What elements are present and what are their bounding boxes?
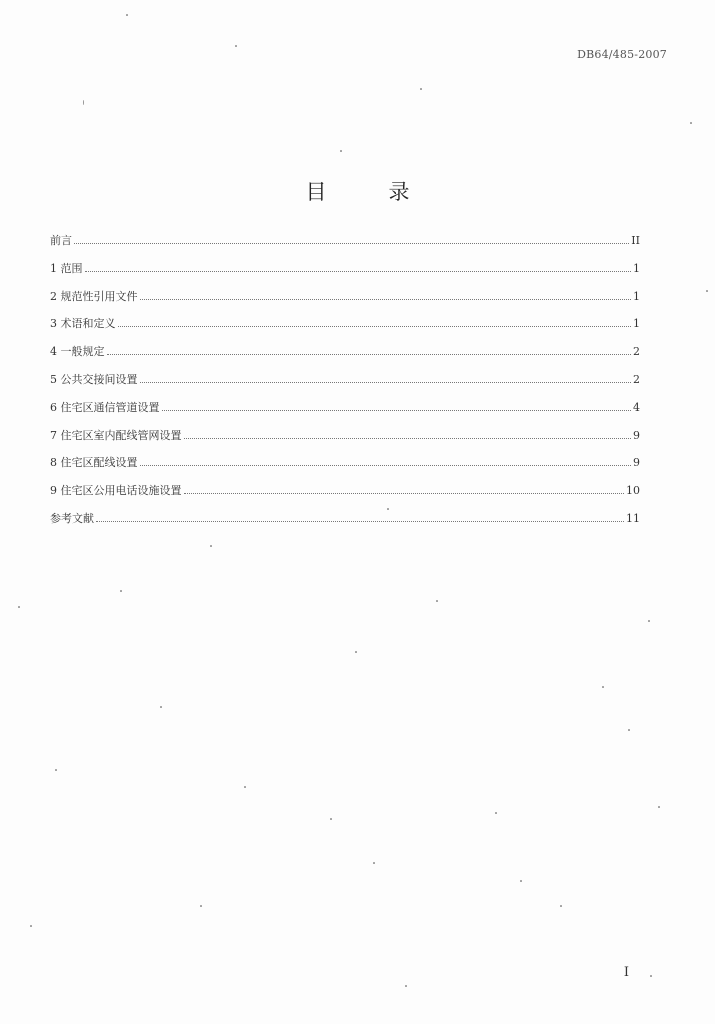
toc-leader-dots — [140, 299, 632, 300]
scan-speck — [200, 905, 202, 907]
toc-entry-page: 11 — [626, 511, 640, 525]
toc-entry-foreword[interactable] — [50, 232, 640, 260]
scan-speck — [436, 600, 438, 602]
toc-entry-page: 1 — [633, 317, 640, 331]
scan-speck — [405, 985, 407, 987]
scan-speck — [648, 620, 650, 622]
toc-leader-dots — [85, 271, 632, 272]
scan-speck — [690, 122, 692, 124]
scan-speck — [120, 590, 122, 592]
scan-speck — [330, 818, 332, 820]
toc-entry-scope[interactable] — [50, 260, 640, 288]
scan-speck — [340, 150, 342, 152]
toc-entry-label: 7 住宅区室内配线管网设置 — [50, 428, 182, 442]
scan-speck — [387, 508, 389, 510]
toc-entry-page: II — [631, 234, 640, 247]
toc-leader-dots — [162, 410, 632, 411]
toc-title-char-1: 目 — [305, 180, 327, 204]
toc-entry-page: 1 — [633, 289, 640, 303]
scan-speck — [373, 862, 375, 864]
toc-entry-page: 4 — [633, 400, 640, 414]
toc-entry-public-telephone[interactable] — [50, 482, 640, 510]
scan-speck — [495, 812, 497, 814]
scan-speck — [30, 925, 32, 927]
toc-entry-label: 8 住宅区配线设置 — [50, 456, 138, 470]
toc-entry-wiring-setup[interactable] — [50, 454, 640, 482]
toc-entry-label: 1 范围 — [50, 261, 83, 275]
toc-entry-label: 2 规范性引用文件 — [50, 289, 138, 303]
toc-entry-page: 2 — [633, 372, 640, 386]
scan-speck — [628, 729, 630, 731]
toc-list — [50, 232, 640, 538]
scan-speck — [126, 14, 128, 16]
scan-speck — [244, 786, 246, 788]
toc-entry-page: 1 — [633, 261, 640, 275]
toc-entry-public-handover-room[interactable] — [50, 371, 640, 399]
scan-speck — [235, 45, 237, 47]
scan-speck — [602, 686, 604, 688]
toc-entry-label: 5 公共交接间设置 — [50, 372, 138, 386]
toc-title — [0, 176, 715, 206]
toc-leader-dots — [96, 521, 624, 522]
toc-leader-dots — [140, 465, 632, 466]
toc-entry-label: 参考文献 — [50, 511, 94, 525]
toc-entry-indoor-wiring-network[interactable] — [50, 427, 640, 455]
toc-leader-dots — [107, 354, 632, 355]
toc-leader-dots — [184, 438, 632, 439]
toc-entry-page: 9 — [633, 456, 640, 470]
toc-entry-label: 6 住宅区通信管道设置 — [50, 400, 160, 414]
scan-speck — [355, 651, 357, 653]
scan-speck — [560, 905, 562, 907]
toc-leader-dots — [140, 382, 632, 383]
toc-entry-general-provisions[interactable] — [50, 343, 640, 371]
toc-entry-page: 9 — [633, 428, 640, 442]
scan-speck — [83, 100, 84, 105]
scan-speck — [650, 975, 652, 977]
toc-leader-dots — [74, 243, 629, 244]
scan-speck — [520, 880, 522, 882]
toc-title-char-2: 录 — [388, 180, 410, 204]
page-number: I — [623, 965, 629, 980]
toc-entry-bibliography[interactable] — [50, 510, 640, 538]
toc-entry-terms-definitions[interactable] — [50, 315, 640, 343]
toc-leader-dots — [118, 326, 632, 327]
scan-speck — [160, 706, 162, 708]
toc-entry-page: 10 — [626, 484, 640, 498]
toc-entry-label: 4 一般规定 — [50, 345, 105, 359]
toc-entry-page: 2 — [633, 345, 640, 359]
scan-speck — [55, 769, 57, 771]
toc-leader-dots — [184, 493, 625, 494]
scan-speck — [420, 88, 422, 90]
toc-entry-label: 前言 — [50, 234, 72, 247]
scan-speck — [18, 606, 20, 608]
scan-speck — [210, 545, 212, 547]
toc-entry-normative-references[interactable] — [50, 288, 640, 316]
standard-code: DB64/485-2007 — [577, 48, 667, 61]
scan-speck — [706, 290, 708, 292]
toc-entry-label: 9 住宅区公用电话设施设置 — [50, 484, 182, 498]
scan-speck — [658, 806, 660, 808]
toc-entry-communication-pipeline[interactable] — [50, 399, 640, 427]
toc-entry-label: 3 术语和定义 — [50, 317, 116, 331]
